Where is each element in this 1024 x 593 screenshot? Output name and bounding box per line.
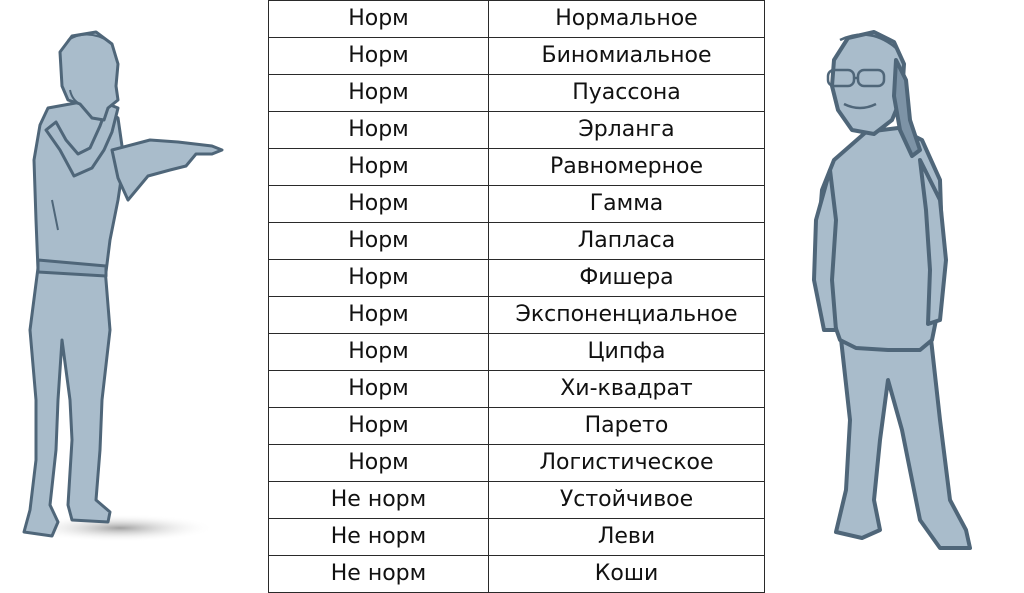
- status-cell: Норм: [269, 1, 489, 38]
- status-cell: Норм: [269, 408, 489, 445]
- distribution-cell: Экспоненциальное: [489, 297, 765, 334]
- status-cell: Норм: [269, 334, 489, 371]
- distribution-cell: Леви: [489, 519, 765, 556]
- distribution-cell: Равномерное: [489, 149, 765, 186]
- table-row: [269, 519, 765, 556]
- distribution-cell: Ципфа: [489, 334, 765, 371]
- distribution-cell: Фишера: [489, 260, 765, 297]
- distribution-cell: Гамма: [489, 186, 765, 223]
- status-cell: Не норм: [269, 482, 489, 519]
- status-cell: Норм: [269, 260, 489, 297]
- table-row: [269, 445, 765, 482]
- table-row: [269, 556, 765, 593]
- table-row: [269, 38, 765, 75]
- status-cell: Норм: [269, 38, 489, 75]
- status-cell: Норм: [269, 149, 489, 186]
- distribution-cell: Нормальное: [489, 1, 765, 38]
- distribution-cell: Устойчивое: [489, 482, 765, 519]
- distribution-cell: Лапласа: [489, 223, 765, 260]
- table-row: [269, 297, 765, 334]
- status-cell: Норм: [269, 186, 489, 223]
- distribution-cell: Парето: [489, 408, 765, 445]
- table-row: [269, 112, 765, 149]
- table-row: [269, 149, 765, 186]
- status-cell: Норм: [269, 223, 489, 260]
- table-row: [269, 482, 765, 519]
- pointing-man-illustration: [0, 0, 270, 576]
- distribution-table: [268, 0, 762, 586]
- distribution-cell: Эрланга: [489, 112, 765, 149]
- status-cell: Не норм: [269, 556, 489, 593]
- standing-man-illustration: [770, 0, 1024, 576]
- table-body: [269, 1, 765, 593]
- status-cell: Норм: [269, 75, 489, 112]
- status-cell: Не норм: [269, 519, 489, 556]
- table-row: [269, 371, 765, 408]
- status-cell: Норм: [269, 112, 489, 149]
- table-row: [269, 260, 765, 297]
- table-row: [269, 408, 765, 445]
- status-cell: Норм: [269, 297, 489, 334]
- table: [268, 0, 765, 593]
- status-cell: Норм: [269, 371, 489, 408]
- table-row: [269, 334, 765, 371]
- distribution-cell: Хи-квадрат: [489, 371, 765, 408]
- distribution-cell: Пуассона: [489, 75, 765, 112]
- table-row: [269, 1, 765, 38]
- distribution-cell: Логистическое: [489, 445, 765, 482]
- table-row: [269, 75, 765, 112]
- status-cell: Норм: [269, 445, 489, 482]
- table-row: [269, 186, 765, 223]
- distribution-cell: Коши: [489, 556, 765, 593]
- distribution-cell: Биномиальное: [489, 38, 765, 75]
- table-row: [269, 223, 765, 260]
